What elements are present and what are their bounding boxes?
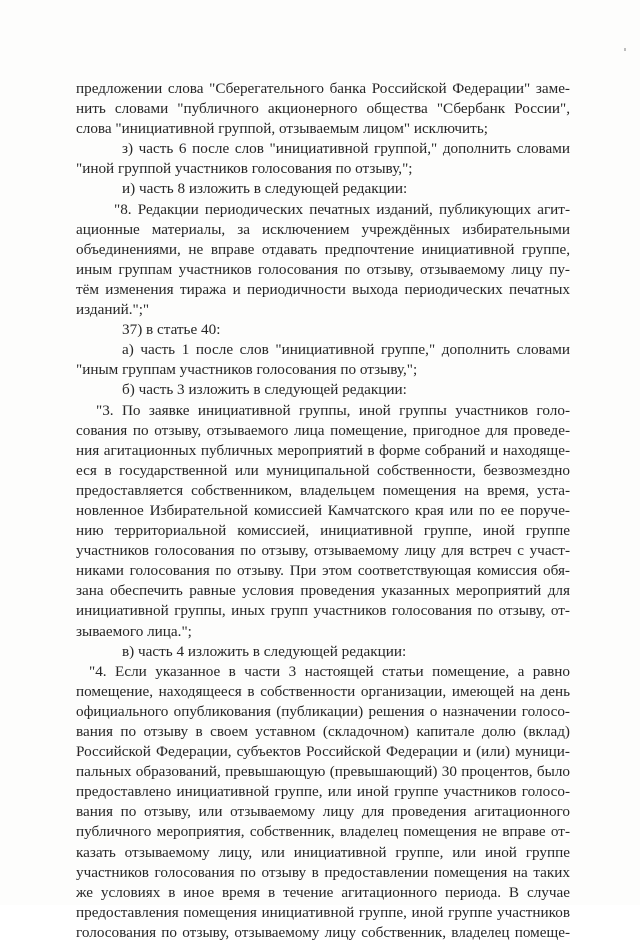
text-line: казать отзываемому лицу, или инициативной группе, или иной группе [76, 843, 570, 861]
text-line: вания по отзыву, или отзываемому лицу для проведения агитационного [76, 803, 570, 821]
text-line: и) часть 8 изложить в следующей редакции: [122, 180, 408, 198]
text-line: новленное Избирательной комиссией Камчатского края или по ее поруче- [76, 501, 570, 519]
text-line: пальных образований, превышающую (превышающий) 30 процентов, было [76, 763, 570, 781]
text-line: ационные материалы, за исключением учреждённых избирательными [76, 220, 570, 238]
text-line: нию территориальной комиссией, инициативной группе, иной группе [76, 522, 570, 540]
text-line: официального опубликования (публикации) решения о назначении голосо- [76, 702, 570, 720]
text-line: никами голосования по отзыву. При этом соответствующая комиссия обя- [76, 562, 570, 580]
scan-edge-mark [624, 48, 626, 51]
text-line: голосования по отзыву, отзываемому лицу собственник, владелец помеще- [76, 923, 570, 941]
text-line: "4. Если указанное в части 3 настоящей статьи помещение, а равно [89, 662, 570, 680]
text-line: а) часть 1 после слов "инициативной группе," дополнить словами [122, 341, 570, 359]
text-line: нить словами "публичного акционерного общества "Сбербанк России", [76, 100, 570, 118]
text-line: предложении слова "Сберегательного банка Российской Федерации" заме- [76, 80, 570, 97]
text-line: же условиях в иное время в течение агитационного периода. В случае [76, 883, 570, 901]
text-line: предоставления помещения инициативной группе, иной группе участников [76, 903, 570, 921]
text-line: инициативной группы, иных групп участников голосования по отзыву, от- [76, 602, 570, 620]
text-line: тём изменения тиража и периодичности выхода периодических печатных [76, 280, 570, 298]
text-line: сования по отзыву, отзываемого лица помещение, пригодное для проведе- [76, 421, 570, 439]
text-line: предоставляется собственником, владельцем помещения на время, уста- [76, 481, 570, 499]
text-line: в) часть 4 изложить в следующей редакции: [122, 642, 407, 660]
text-line: зываемого лица."; [76, 622, 192, 640]
text-line: вания по отзыву в своем уставном (складочном) капитале долю (вклад) [76, 723, 570, 740]
text-line: помещение, находящееся в собственности организации, имеющей на день [76, 682, 570, 700]
text-line: изданий.";" [76, 301, 150, 319]
text-line: "иной группой участников голосования по отзыву,"; [76, 160, 413, 178]
text-line: ния агитационных публичных мероприятий в форме собраний и находяще- [76, 441, 570, 459]
text-line: Российской Федерации, субъектов Российской Федерации и (или) муници- [76, 743, 570, 761]
text-line: 37) в статье 40: [122, 321, 221, 339]
text-line: предоставлено инициативной группе, или иной группе участников голосо- [76, 783, 570, 801]
text-line: "иным группам участников голосования по отзыву,"; [76, 361, 418, 379]
text-line: з) часть 6 после слов "инициативной группой," дополнить словами [122, 140, 570, 158]
text-line: объединениями, не вправе отдавать предпочтение инициативной группе, [76, 240, 570, 258]
text-line: еся в государственной или муниципальной собственности, безвозмездно [76, 461, 570, 479]
text-line: "8. Редакции периодических печатных изданий, публикующих агит- [114, 200, 570, 218]
text-line: иным группам участников голосования по отзыву, отзываемому лицу пу- [76, 260, 570, 278]
text-line: участников голосования по отзыву в предоставлении помещения на таких [76, 863, 570, 881]
text-line: участников голосования по отзыву, отзываемому лицу для встреч с участ- [76, 542, 570, 560]
text-line: публичного мероприятия, собственник, владелец помещения не вправе от- [76, 823, 570, 841]
text-line: зана обеспечить равные условия проведения указанных мероприятий для [76, 582, 570, 600]
text-line: б) часть 3 изложить в следующей редакции: [122, 381, 407, 399]
text-line: слова "инициативной группой, отзываемым лицом" исключить; [76, 120, 488, 138]
text-line: "3. По заявке инициативной группы, иной группы участников голо- [96, 401, 570, 419]
document-body [76, 79, 570, 943]
